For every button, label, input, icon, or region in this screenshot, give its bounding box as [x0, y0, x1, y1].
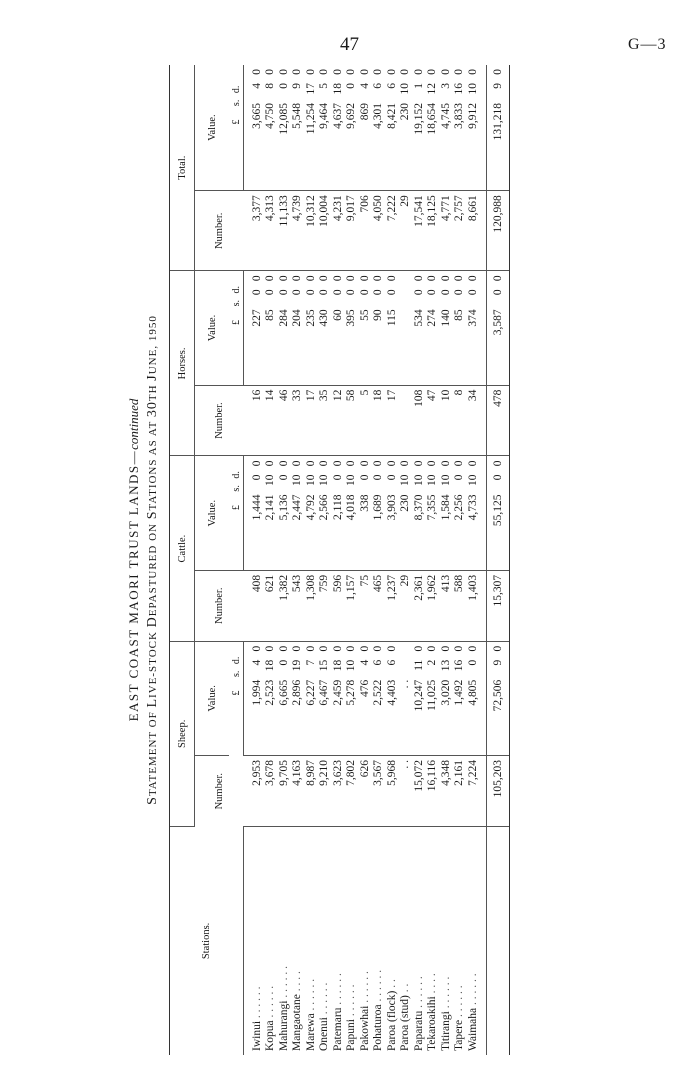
horses-number-cell: 16 — [250, 385, 264, 456]
total-value-cell: 230 10 0 — [399, 65, 413, 191]
total-header: Total. — [170, 65, 195, 271]
horses-number-cell: 10 — [439, 385, 453, 456]
total-number-header: Number. — [195, 191, 244, 271]
horses-value-cell: 85 0 0 — [453, 271, 467, 385]
total-number-cell: 10,004 — [318, 191, 332, 271]
total-number-cell: 4,231 — [331, 191, 345, 271]
sheep-value-cell: 2,522 6 0 — [372, 641, 386, 755]
total-number-cell: 4,313 — [264, 191, 278, 271]
total-value-cell: 9,912 10 0 — [466, 65, 480, 191]
station-name: Tapere . . . . . . — [453, 985, 466, 1051]
total-number-cell: 120,988 — [486, 191, 509, 271]
cattle-number-cell: 543 — [291, 570, 305, 641]
table-row — [385, 65, 399, 1055]
total-value-cell: 3,665 4 0 — [250, 65, 264, 191]
cattle-value-cell: 5,136 0 0 — [277, 456, 291, 570]
total-value-cell: 869 4 0 — [358, 65, 372, 191]
document-title — [126, 65, 142, 1055]
sheep-number-cell: 4,348 — [439, 756, 453, 827]
cattle-number-cell: 29 — [399, 570, 413, 641]
horses-number-cell: 34 — [466, 385, 480, 456]
total-value-cell: 4,750 8 0 — [264, 65, 278, 191]
cattle-value-cell: 3,903 0 0 — [385, 456, 399, 570]
sheep-value-cell: 2,523 18 0 — [264, 641, 278, 755]
sheep-value-cell: 72,506 9 0 — [486, 641, 509, 755]
station-name: Mahurangi . . . . . . — [277, 966, 290, 1051]
sheep-number-cell: 2,161 — [453, 756, 467, 827]
sheep-value-cell: 1,994 4 0 — [250, 641, 264, 755]
total-value-cell: 4,301 6 0 — [372, 65, 386, 191]
cattle-number-cell: 1,403 — [466, 570, 480, 641]
horses-number-cell: 47 — [426, 385, 440, 456]
total-value-cell: 11,254 17 0 — [304, 65, 318, 191]
sheep-number-cell: 16,116 — [426, 756, 440, 827]
total-value-cell: 8,421 6 0 — [385, 65, 399, 191]
horses-value-cell: 235 0 0 — [304, 271, 318, 385]
table-row — [453, 65, 467, 1055]
total-number-cell: 10,312 — [304, 191, 318, 271]
cattle-lsd-units: £ s. d. — [229, 456, 244, 570]
cattle-value-cell: 4,733 10 0 — [466, 456, 480, 570]
total-number-cell: 11,133 — [277, 191, 291, 271]
station-name: Pohaturoa . . . . . . — [372, 969, 385, 1051]
total-value-cell: 3,833 16 0 — [453, 65, 467, 191]
sheep-value-cell: 6,227 7 0 — [304, 641, 318, 755]
horses-number-cell: 18 — [372, 385, 386, 456]
sheep-number-header: Number. — [195, 756, 244, 827]
cattle-number-cell: 1,237 — [385, 570, 399, 641]
total-number-cell: 29 — [399, 191, 413, 271]
sheep-number-cell: 7,224 — [466, 756, 480, 827]
horses-value-cell: 90 0 0 — [372, 271, 386, 385]
station-name: Pakowhai . . . . . . — [358, 971, 371, 1051]
station-name: Marewa . . . . . . — [304, 978, 317, 1051]
total-value-cell: 9,692 0 0 — [345, 65, 359, 191]
cattle-number-cell: 75 — [358, 570, 372, 641]
table-row — [331, 65, 345, 1055]
cattle-value-cell: 2,566 10 0 — [318, 456, 332, 570]
sheep-value-cell: 4,805 0 0 — [466, 641, 480, 755]
total-value-header: Value. — [195, 65, 230, 191]
horses-number-cell: 8 — [453, 385, 467, 456]
cattle-value-cell: 2,256 0 0 — [453, 456, 467, 570]
cattle-number-cell: 465 — [372, 570, 386, 641]
sheep-number-cell: 2,953 — [250, 756, 264, 827]
cattle-value-cell: 4,018 10 0 — [345, 456, 359, 570]
total-number-cell: 4,739 — [291, 191, 305, 271]
page-reference: G—3 — [628, 36, 667, 53]
horses-value-cell: 374 0 0 — [466, 271, 480, 385]
table-row — [358, 65, 372, 1055]
horses-number-cell: 5 — [358, 385, 372, 456]
cattle-value-cell: 7,355 10 0 — [426, 456, 440, 570]
total-number-cell: 17,541 — [412, 191, 426, 271]
sheep-number-cell: 3,678 — [264, 756, 278, 827]
station-name: Onenui . . . . . . — [318, 982, 331, 1051]
horses-value-cell: 227 0 0 — [250, 271, 264, 385]
total-number-cell: 2,757 — [453, 191, 467, 271]
cattle-number-cell: 1,382 — [277, 570, 291, 641]
livestock-table — [169, 65, 510, 1055]
cattle-value-cell: 4,792 10 0 — [304, 456, 318, 570]
total-value-cell: 5,548 9 0 — [291, 65, 305, 191]
station-name: Iwinui . . . . . . — [250, 986, 263, 1051]
horses-value-cell: 430 0 0 — [318, 271, 332, 385]
sheep-number-cell: 7,802 — [345, 756, 359, 827]
total-value-cell: 4,745 3 0 — [439, 65, 453, 191]
cattle-value-cell: 1,689 0 0 — [372, 456, 386, 570]
sheep-number-cell: 3,623 — [331, 756, 345, 827]
horses-value-header: Value. — [195, 271, 230, 385]
sheep-number-cell: . . — [399, 756, 413, 827]
total-number-cell: 4,771 — [439, 191, 453, 271]
sheep-number-cell: 626 — [358, 756, 372, 827]
sheep-number-cell: 3,567 — [372, 756, 386, 827]
page-number: 47 — [340, 34, 359, 55]
cattle-number-cell: 588 — [453, 570, 467, 641]
total-number-cell: 7,222 — [385, 191, 399, 271]
table-row — [466, 65, 480, 1055]
cattle-value-cell: 2,118 0 0 — [331, 456, 345, 570]
total-number-cell: 706 — [358, 191, 372, 271]
horses-number-cell: 17 — [385, 385, 399, 456]
horses-value-cell: 284 0 0 — [277, 271, 291, 385]
table-row — [372, 65, 386, 1055]
station-name: Paroa (stud) . . — [399, 983, 412, 1051]
cattle-header: Cattle. — [170, 456, 195, 641]
sheep-number-cell: 5,968 — [385, 756, 399, 827]
sheep-number-cell: 9,210 — [318, 756, 332, 827]
horses-value-cell: 55 0 0 — [358, 271, 372, 385]
total-number-cell: 8,661 — [466, 191, 480, 271]
total-lsd-units: £ s. d. — [229, 65, 244, 191]
horses-value-cell: 395 0 0 — [345, 271, 359, 385]
horses-number-cell: 35 — [318, 385, 332, 456]
horses-number-cell: 33 — [291, 385, 305, 456]
sheep-value-cell: 2,459 18 0 — [331, 641, 345, 755]
horses-number-header: Number. — [195, 385, 244, 456]
table-row — [426, 65, 440, 1055]
table-row — [318, 65, 332, 1055]
cattle-value-cell: 55,125 0 0 — [486, 456, 509, 570]
cattle-value-cell: 8,370 10 0 — [412, 456, 426, 570]
total-number-cell: 4,050 — [372, 191, 386, 271]
total-value-cell: 4,637 18 0 — [331, 65, 345, 191]
station-name: Tekaroakihi . . . . — [426, 973, 439, 1051]
stations-header: Stations. — [170, 826, 244, 1055]
horses-number-cell: 17 — [304, 385, 318, 456]
horses-value-cell: 534 0 0 — [412, 271, 426, 385]
station-name: Patemaru . . . . . . — [331, 973, 344, 1051]
total-value-cell: 18,654 12 0 — [426, 65, 440, 191]
sheep-number-cell: 15,072 — [412, 756, 426, 827]
horses-number-cell — [399, 385, 413, 456]
horses-value-cell: 60 0 0 — [331, 271, 345, 385]
sheep-value-header: Value. — [195, 641, 230, 755]
station-name: Paroa (flock) . . — [385, 979, 398, 1051]
horses-value-cell: 3,587 0 0 — [486, 271, 509, 385]
table-row — [250, 65, 264, 1055]
cattle-number-cell: 1,308 — [304, 570, 318, 641]
rotated-sheet — [120, 65, 560, 1055]
station-name: Titirangi . . . . . . — [439, 976, 452, 1051]
cattle-value-cell: 2,141 10 0 — [264, 456, 278, 570]
cattle-number-cell: 759 — [318, 570, 332, 641]
cattle-number-cell: 2,361 — [412, 570, 426, 641]
horses-value-cell: 85 0 0 — [264, 271, 278, 385]
sheep-value-cell: 4,403 6 0 — [385, 641, 399, 755]
document-subtitle: STATEMENT OF LIVE-STOCK DEPASTURED ON STATIONS AS AT 30TH JUNE, 1950 — [145, 315, 160, 805]
sheep-value-cell: 6,467 15 0 — [318, 641, 332, 755]
cattle-number-cell: 1,157 — [345, 570, 359, 641]
horses-value-cell: 204 0 0 — [291, 271, 305, 385]
sheep-number-cell: 105,203 — [486, 756, 509, 827]
station-name: Kopua . . . . . . — [264, 985, 277, 1051]
table-row — [345, 65, 359, 1055]
sheep-value-cell: 3,020 13 0 — [439, 641, 453, 755]
sheep-value-cell: 6,665 0 0 — [277, 641, 291, 755]
sheep-number-cell: 9,705 — [277, 756, 291, 827]
cattle-number-cell: 408 — [250, 570, 264, 641]
sheep-number-cell: 4,163 — [291, 756, 305, 827]
total-number-cell: 3,377 — [250, 191, 264, 271]
cattle-value-header: Value. — [195, 456, 230, 570]
sheep-value-cell: 5,278 10 0 — [345, 641, 359, 755]
horses-number-cell: 58 — [345, 385, 359, 456]
horses-header: Horses. — [170, 271, 195, 456]
horses-value-cell: 274 0 0 — [426, 271, 440, 385]
cattle-number-cell: 413 — [439, 570, 453, 641]
cattle-value-cell: 1,584 10 0 — [439, 456, 453, 570]
total-number-cell: 9,017 — [345, 191, 359, 271]
sheep-value-cell: 1,492 16 0 — [453, 641, 467, 755]
horses-number-cell: 46 — [277, 385, 291, 456]
cattle-value-cell: 338 0 0 — [358, 456, 372, 570]
horses-lsd-units: £ s. d. — [229, 271, 244, 385]
cattle-value-cell: 230 10 0 — [399, 456, 413, 570]
sheep-header: Sheep. — [170, 641, 195, 826]
title-main: EAST COAST MAORI TRUST LANDS— — [126, 449, 141, 722]
total-value-cell: 9,464 5 0 — [318, 65, 332, 191]
table-row — [304, 65, 318, 1055]
title-continued: continued — [126, 398, 141, 450]
cattle-value-cell: 1,444 0 0 — [250, 456, 264, 570]
cattle-number-header: Number. — [195, 570, 244, 641]
sheep-number-cell: 8,987 — [304, 756, 318, 827]
sheep-value-cell: 476 4 0 — [358, 641, 372, 755]
table-body — [244, 65, 510, 1055]
sheep-value-cell: 2,896 19 0 — [291, 641, 305, 755]
cattle-number-cell: 1,962 — [426, 570, 440, 641]
sheep-value-cell: . . — [399, 641, 413, 755]
cattle-number-cell: 621 — [264, 570, 278, 641]
horses-number-cell: 108 — [412, 385, 426, 456]
horses-number-cell: 478 — [486, 385, 509, 456]
cattle-number-cell: 596 — [331, 570, 345, 641]
horses-value-cell: 115 0 0 — [385, 271, 399, 385]
station-name: Waimaha . . . . . . — [466, 973, 479, 1051]
horses-value-cell: 140 0 0 — [439, 271, 453, 385]
horses-number-cell: 14 — [264, 385, 278, 456]
table-row — [439, 65, 453, 1055]
sheep-value-cell: 10,247 11 0 — [412, 641, 426, 755]
table-row — [277, 65, 291, 1055]
station-name: Mangaotane . . . . — [291, 971, 304, 1051]
station-name — [486, 826, 509, 1055]
horses-number-cell: 12 — [331, 385, 345, 456]
total-value-cell: 19,152 1 0 — [412, 65, 426, 191]
table-row — [412, 65, 426, 1055]
table-row — [264, 65, 278, 1055]
total-number-cell: 18,125 — [426, 191, 440, 271]
cattle-number-cell: 15,307 — [486, 570, 509, 641]
table-row — [291, 65, 305, 1055]
station-name: Papuni . . . . . . — [345, 984, 358, 1051]
station-name: Paparatu . . . . . . — [412, 976, 425, 1051]
sheep-lsd-units: £ s. d. — [229, 641, 244, 755]
table-row — [399, 65, 413, 1055]
horses-value-cell — [399, 271, 413, 385]
sheep-value-cell: 11,025 2 0 — [426, 641, 440, 755]
total-value-cell: 131,218 9 0 — [486, 65, 509, 191]
totals-row — [486, 65, 509, 1055]
cattle-value-cell: 2,447 10 0 — [291, 456, 305, 570]
total-value-cell: 12,085 0 0 — [277, 65, 291, 191]
